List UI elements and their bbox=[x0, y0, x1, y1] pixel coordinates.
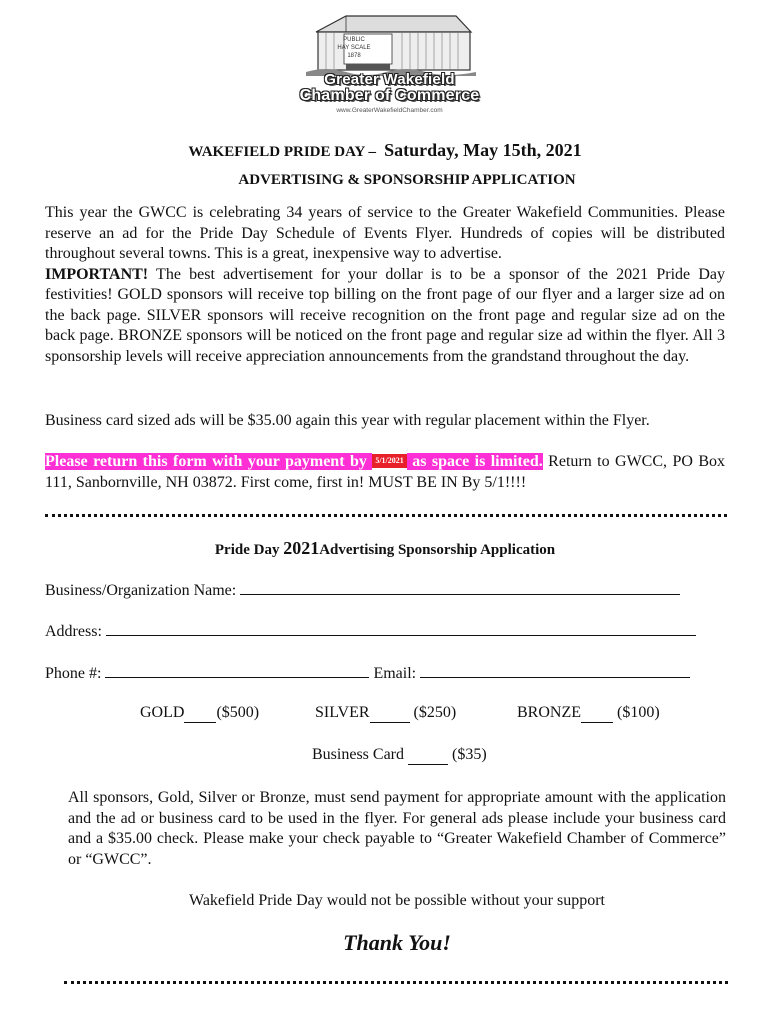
important-label: IMPORTANT! bbox=[45, 265, 149, 283]
gold-price: ($500) bbox=[216, 704, 260, 721]
intro-text-b: years of service to the Greater Wakefield Communities. Please reserve an ad for the Pride Day Schedule of Events Flyer. Hundreds of copies will be distributed throughout several towns. This is a great, inexpensive way to advertise. bbox=[45, 204, 725, 262]
payment-instructions: All sponsors, Gold, Silver or Bronze, must send payment for appropriate amount with the application and the ad or business card to be used in the flyer. For general ads please include your business card and a $35.00 check. Please make your check payable to “Greater Wakefield Chamber of Commerce” or “GWCC”. bbox=[68, 789, 726, 868]
business-name-label: Business/Organization Name: bbox=[45, 582, 237, 599]
bronze-option bbox=[517, 704, 660, 723]
business-card-label: Business Card bbox=[312, 746, 404, 763]
intro-paragraph bbox=[45, 203, 725, 367]
phone-field[interactable] bbox=[105, 663, 369, 678]
business-card-blank[interactable] bbox=[408, 746, 448, 765]
event-date: Saturday, May 15th, 2021 bbox=[384, 140, 582, 160]
years-count: 34 bbox=[286, 204, 303, 221]
return-address: Return to GWCC, PO Box 111, Sanbornville, NH 03872. First come, first in! MUST BE IN By 5/1!!!! bbox=[45, 453, 726, 491]
bronze-label: BRONZE bbox=[517, 704, 581, 721]
cut-line-bottom bbox=[64, 981, 728, 984]
address-field[interactable] bbox=[106, 621, 696, 636]
deadline-highlight-b: as space is limited. bbox=[412, 453, 543, 470]
silver-blank[interactable] bbox=[370, 704, 410, 723]
silver-label: SILVER bbox=[315, 704, 370, 721]
gold-blank[interactable] bbox=[184, 704, 216, 723]
silver-price: ($250) bbox=[413, 704, 457, 721]
gold-option bbox=[140, 704, 259, 723]
logo-title-line1: Greater Wakefield bbox=[324, 71, 455, 88]
phone-email-row bbox=[45, 663, 690, 684]
intro-text-a: This year the GWCC is celebrating bbox=[45, 204, 281, 221]
return-instructions bbox=[45, 452, 725, 493]
event-title bbox=[0, 140, 770, 161]
phone-label: Phone #: bbox=[45, 665, 102, 682]
email-label: Email: bbox=[373, 665, 417, 682]
thank-you: Thank You! bbox=[343, 930, 451, 955]
gold-label: GOLD bbox=[140, 704, 185, 721]
address-row bbox=[45, 621, 696, 642]
business-name-row bbox=[45, 580, 680, 601]
support-note: Wakefield Pride Day would not be possible without your support bbox=[189, 892, 605, 909]
event-name: WAKEFIELD PRIDE DAY – bbox=[188, 144, 377, 160]
email-field[interactable] bbox=[420, 663, 690, 678]
business-card-option bbox=[312, 746, 487, 765]
cut-line-top bbox=[45, 514, 727, 517]
bronze-price: ($100) bbox=[617, 704, 660, 721]
form-title-year: 2021 bbox=[283, 538, 320, 558]
business-card-note: Business card sized ads will be $35.00 again this year with regular placement within the Flyer. bbox=[45, 412, 650, 429]
form-title-b: Advertising Sponsorship Application bbox=[319, 542, 556, 558]
deadline-highlight-a: Please return this form with your payment by bbox=[45, 453, 367, 470]
sign-line-2: HAY SCALE bbox=[337, 45, 371, 51]
logo-title-line2: Chamber of Commerce bbox=[299, 87, 480, 104]
deadline-date-badge: 5/1/2021 bbox=[372, 454, 406, 468]
sign-line-3: 1878 bbox=[347, 53, 361, 59]
address-label: Address: bbox=[45, 623, 102, 640]
business-card-price: ($35) bbox=[452, 746, 487, 763]
business-name-field[interactable] bbox=[240, 580, 680, 595]
gwcc-logo bbox=[292, 14, 487, 114]
form-title bbox=[0, 538, 770, 559]
sign-line-1: PUBLIC bbox=[343, 37, 365, 43]
form-title-a: Pride Day bbox=[214, 542, 280, 558]
bronze-blank[interactable] bbox=[581, 704, 613, 723]
covered-bridge-icon bbox=[306, 14, 476, 76]
silver-option bbox=[315, 704, 456, 723]
logo-url: www.GreaterWakefieldChamber.com bbox=[336, 107, 443, 114]
intro-text-c: The best advertisement for your dollar is to be a sponsor of the 2021 Pride Day festivities! GOLD sponsors will receive top billing on the front page of our flyer and a larger size ad on the back page. SILVER sponsors will receive recognition on the front page and regular size ad on the back page. BRONZE sponsors will be noticed on the front page and regular size ad within the flyer. All 3 sponsorship levels will receive appreciation announcements from the grandstand throughout the day. bbox=[45, 265, 725, 365]
application-subtitle: ADVERTISING & SPONSORSHIP APPLICATION bbox=[238, 172, 576, 188]
